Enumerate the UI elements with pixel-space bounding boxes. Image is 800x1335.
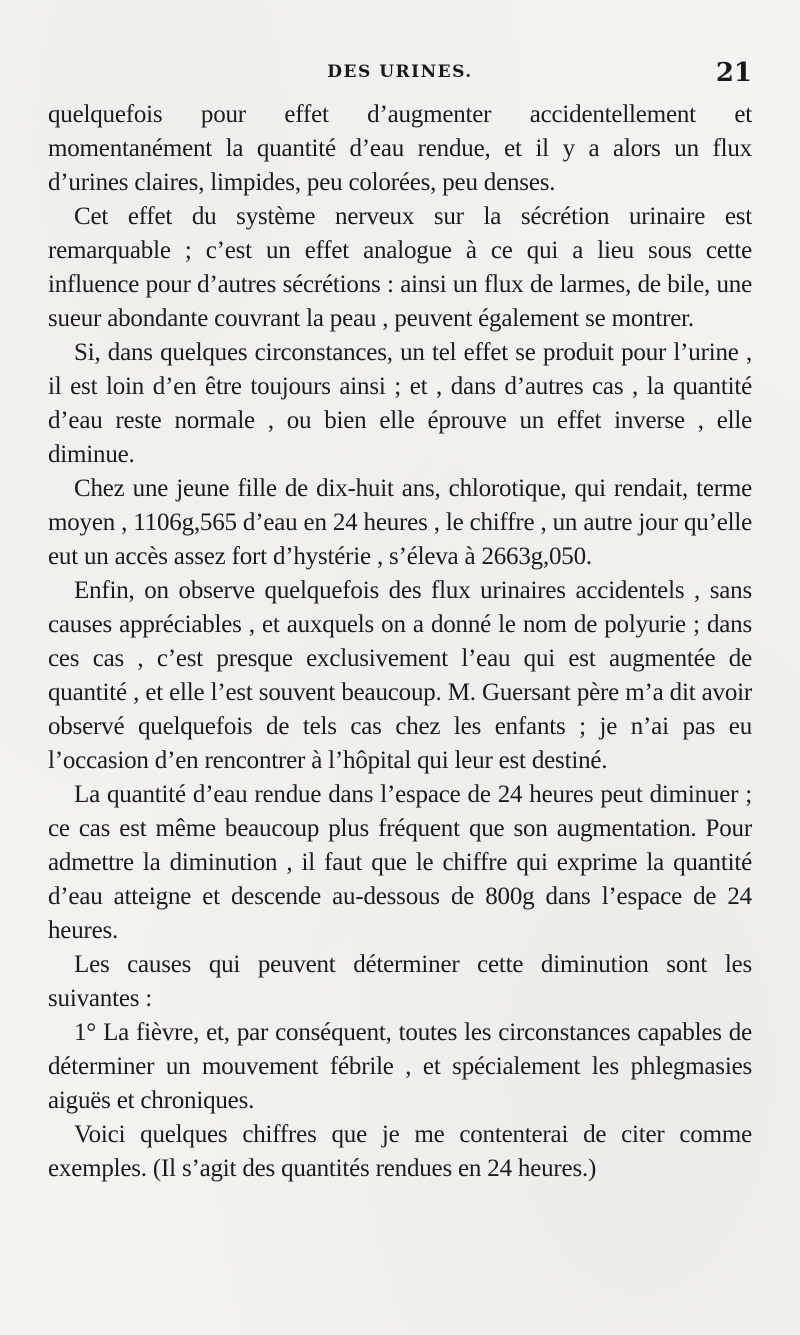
paragraph: Voici quelques chiffres que je me contenterai de citer comme exemples. (Il s’agit des quantités rendues en 24 heures.)	[48, 1121, 752, 1182]
paragraph: Les causes qui peuvent déterminer cette diminution sont les suivantes :	[48, 951, 752, 1012]
running-title: DES URINES.	[327, 62, 473, 82]
page-number: 21	[715, 58, 752, 88]
body-text	[48, 98, 752, 1186]
paragraph: Si, dans quelques circonstances, un tel effet se produit pour l’urine , il est loin d’en être toujours ainsi ; et , dans d’autres cas , la quantité d’eau reste normale , ou bien elle éprouve un effet inverse , elle diminue.	[48, 339, 752, 468]
paragraph: Enfin, on observe quelquefois des flux urinaires accidentels , sans causes appréciables , et auxquels on a donné le nom de polyurie ; dans ces cas , c’est presque exclusivement l’eau qui est augmentée de quantité , et elle l’est souvent beaucoup. M. Guersant père m’a dit avoir observé quelquefois de tels cas chez les enfants ; je n’ai pas eu l’occasion d’en rencontrer à l’hôpital qui leur est destiné.	[48, 577, 752, 774]
paragraph: La quantité d’eau rendue dans l’espace de 24 heures peut diminuer ; ce cas est même beaucoup plus fréquent que son augmentation. Pour admettre la diminution , il faut que le chiffre qui exprime la quantité d’eau atteigne et descende au-dessous de 800g dans l’espace de 24 heures.	[48, 781, 752, 944]
paragraph: Cet effet du système nerveux sur la sécrétion urinaire est remarquable ; c’est un effet analogue à ce qui a lieu sous cette influence pour d’autres sécrétions : ainsi un flux de larmes, de bile, une sueur abondante couvrant la peau , peuvent également se montrer.	[48, 203, 752, 332]
paragraph: quelquefois pour effet d’augmenter accidentellement et momentanément la quantité d’eau rendue, et il y a alors un flux d’urines claires, limpides, peu colorées, peu denses.	[48, 101, 752, 196]
running-head	[0, 58, 800, 92]
paragraph: Chez une jeune fille de dix-huit ans, chlorotique, qui rendait, terme moyen , 1106g,565 d’eau en 24 heures , le chiffre , un autre jour qu’elle eut un accès assez fort d’hystérie , s’éleva à 2663g,050.	[48, 475, 752, 570]
paragraph: 1° La fièvre, et, par conséquent, toutes les circonstances capables de déterminer un mouvement fébrile , et spécialement les phlegmasies aiguës et chroniques.	[48, 1019, 752, 1114]
